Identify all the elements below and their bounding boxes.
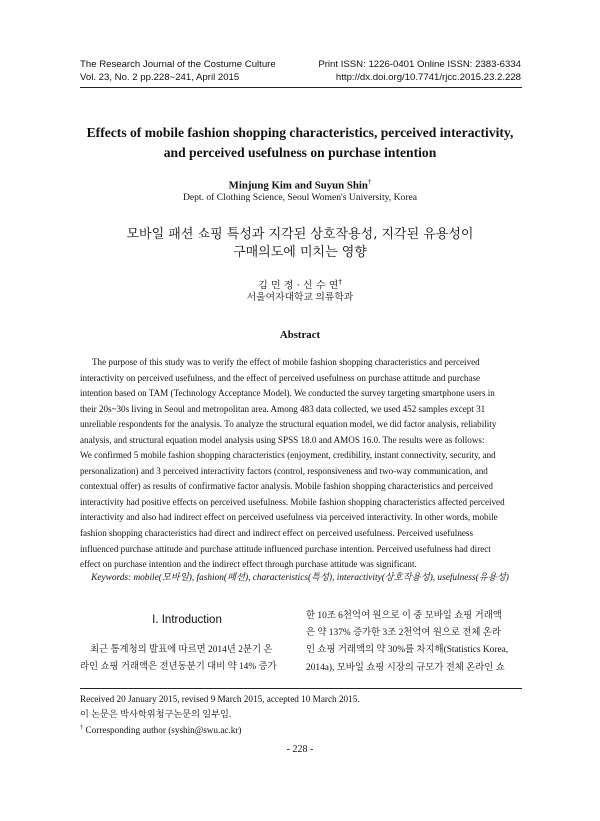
abstract-line: personalization) and 3 perceived interactivity factors (control, responsiveness and two-way communication, and: [80, 465, 488, 476]
body-line: 2014a), 모바일 쇼핑 시장의 규모가 전체 온라인 쇼: [306, 662, 505, 673]
korean-corresponding-mark: †: [338, 278, 342, 286]
abstract-line: unreliable respondents for the analysis. To analyze the structural equation model, we did factor analysis, reliability: [80, 419, 497, 430]
journal-name: The Research Journal of the Costume Culture: [80, 59, 276, 70]
keywords: Keywords: mobile(모바일), fashion(패션), characteristics(특성), interactivity(상호작용성), usefulness(유용성): [91, 573, 509, 583]
abstract-line: interactivity on perceived usefulness, and the effect of perceived usefulness on purchase attitude and purchase: [80, 372, 481, 383]
abstract-line: interactivity and also had indirect effect on perceived usefulness via perceived interactivity. In other words, mobile: [80, 512, 498, 523]
body-line: 최근 통계청의 발표에 따르면 2014년 2분기 온: [90, 645, 273, 655]
page-number: - 228 -: [286, 744, 314, 755]
korean-title-line-2: 구매의도에 미치는 영향: [233, 245, 367, 260]
abstract-line: The purpose of this study was to verify the effect of mobile fashion shopping characteristics and perceived: [92, 357, 480, 367]
abstract-line: interactivity had positive effects on perceived usefulness. Mobile fashion shopping characteristics affected perceived: [80, 496, 505, 507]
korean-author-names: 김 민 정 · 신 수 연: [258, 280, 339, 292]
doi-link[interactable]: http://dx.doi.org/10.7741/rjcc.2015.23.2.228: [335, 72, 521, 83]
volume-info: Vol. 23, No. 2 pp.228~241, April 2015: [80, 72, 240, 83]
korean-title-line-1: 모바일 패션 쇼핑 특성과 지각된 상호작용성, 지각된 유용성이: [126, 227, 474, 242]
footnotes: [80, 692, 522, 738]
abstract-line: We confirmed 5 mobile fashion shopping characteristics (enjoyment, credibility, instant connectivity, security, and: [80, 450, 496, 461]
body-line: 라인 쇼핑 거래액은 전년동분기 대비 약 14% 증가: [80, 662, 277, 673]
received-dates: Received 20 January 2015, revised 9 March 2015, accepted 10 March 2015.: [80, 694, 360, 704]
abstract-line: influenced purchase attitude and purchase attitude influenced purchase intention. Perceived usefulness had direct: [80, 543, 491, 554]
body-line: 은 약 137% 증가한 3조 2천억여 원으로 전체 온라: [306, 628, 501, 639]
abstract-line: their 20s~30s living in Seoul and metropolitan area. Among 483 data collected, we used 452 samples except 31: [80, 403, 486, 414]
issn: Print ISSN: 1226-0401 Online ISSN: 2383-6334: [318, 59, 521, 70]
abstract-line: analysis, and structural equation model analysis using SPSS 18.0 and AMOS 16.0. The results were as follows:: [80, 434, 485, 445]
paper-title-line-1: Effects of mobile fashion shopping characteristics, perceived interactivity,: [86, 125, 514, 140]
abstract-body: [80, 355, 520, 573]
right-column-text: [306, 608, 522, 677]
paper-title-line-2: and perceived usefulness on purchase intention: [163, 145, 437, 160]
corresponding-author: [80, 721, 522, 738]
body-line: 한 10조 6천억여 원으로 이 중 모바일 쇼핑 거래액: [306, 611, 502, 621]
abstract-line: contextual offer) as results of confirmative factor analysis. Mobile fashion shopping characteristics and perceived: [80, 481, 493, 492]
footnote-mark: †: [80, 724, 84, 732]
header-rule: [80, 87, 522, 88]
abstract-line: fashion shopping characteristics had direct and indirect effect on perceived usefulness. Perceived usefulness: [80, 528, 473, 539]
section-heading-introduction: I. Introduction: [152, 614, 222, 626]
abstract-line: effect on purchase intention and the indirect effect through purchase attitude was significant.: [80, 559, 417, 570]
abstract-line: intention based on TAM (Technology Acceptance Model). We conducted the survey targeting smartphone users in: [80, 388, 495, 399]
corresponding-mark: †: [367, 178, 372, 186]
corresponding-author-text: Corresponding author (syshin@swu.ac.kr): [85, 725, 242, 736]
korean-affiliation: 서울여자대학교 의류학과: [246, 292, 354, 303]
left-column-text: [80, 642, 294, 676]
affiliation: Dept. of Clothing Science, Seoul Women's University, Korea: [182, 192, 418, 203]
footnote-rule: [80, 688, 522, 689]
thesis-note: 이 논문은 박사학위청구논문의 일부임.: [80, 708, 232, 719]
author-names: Minjung Kim and Suyun Shin: [228, 179, 368, 192]
body-line: 인 쇼핑 거래액의 약 30%를 차지해(Statistics Korea,: [306, 645, 509, 656]
abstract-heading: Abstract: [279, 329, 321, 341]
